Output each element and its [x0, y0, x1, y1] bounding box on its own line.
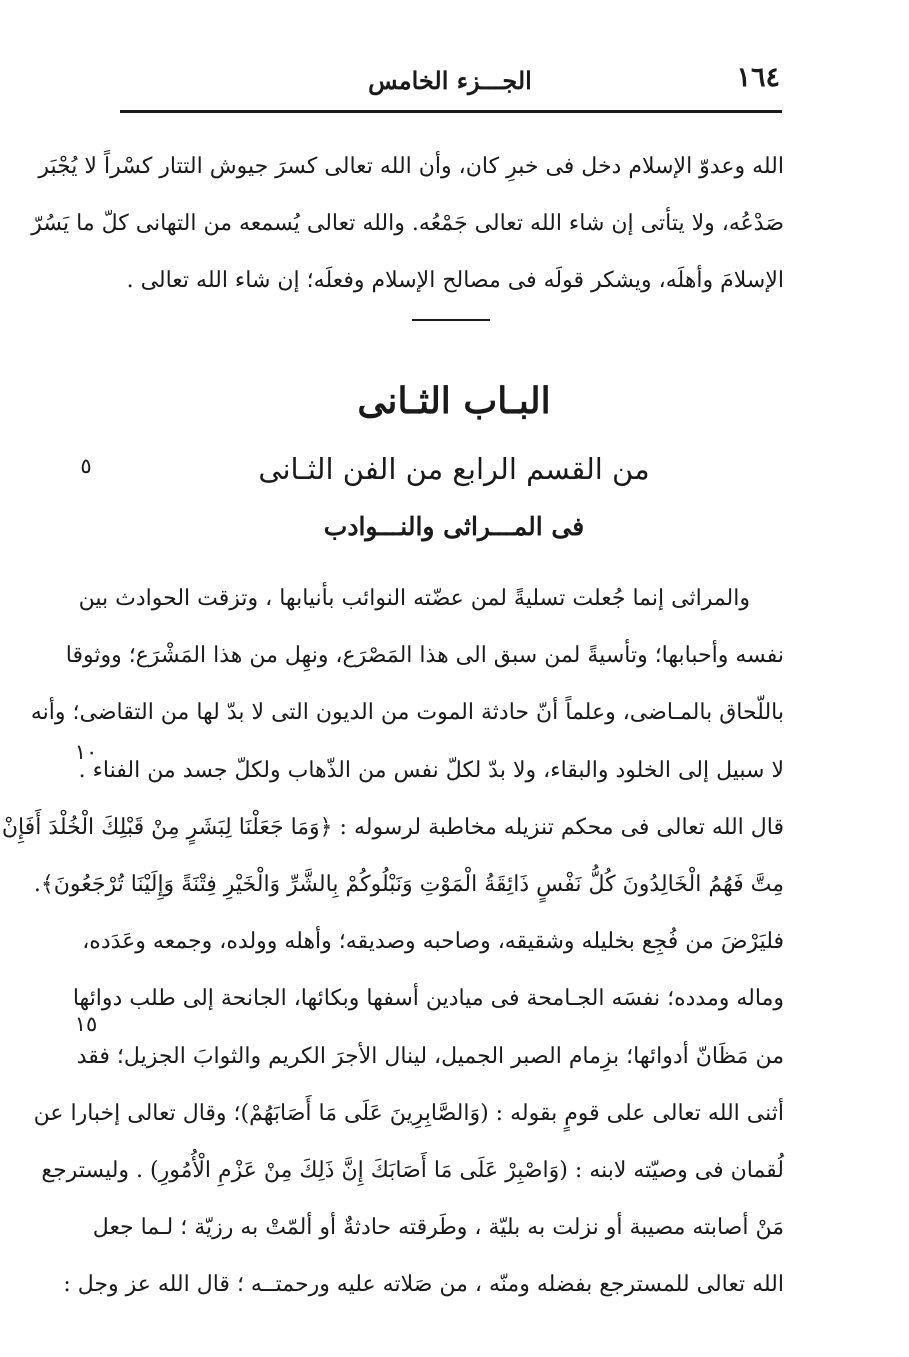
text-line: الله تعالى للمسترجع بفضله ومنّه ، من صَلاته عليه ورحمتــه ؛ قال الله عز وجل :	[63, 1272, 784, 1298]
text-line: صَدْعُه، ولا يتأتى إن شاء الله تعالى جَمْعُه. والله تعالى يُسمعه من التهانى كلّ ما يَسُرّ	[31, 211, 784, 237]
text-line: لُقمان فى وصيّته لابنه : (وَاصْبِرْ عَلَى مَا أَصَابَكَ إِنَّ ذَلِكَ مِنْ عَزْمِ الْأُمُورِ) . وليسترجع	[41, 1157, 784, 1183]
subject-heading: فى المـــراثى والنـــوادب	[323, 512, 585, 541]
text-line: أثنى الله تعالى على قومٍ بقوله : (وَالصَّابِرِينَ عَلَى مَا أَصَابَهُمْ)؛ وقال تعالى إخبارا عن	[33, 1100, 784, 1126]
text-line: قال الله تعالى فى محكم تنزيله مخاطبة لرسوله : ﴿وَمَا جَعَلْنَا لِبَشَرٍ مِنْ قَبْلِكَ الْخُلْدَ أَفَإِنْ	[1, 814, 784, 840]
text-line: مَنْ أصابته مصيبة أو نزلت به بليّة ، وطَرقته حادثةٌ أو ألمّتْ به رزيّة ؛ لـما جعل	[92, 1215, 784, 1241]
text-line: وماله ومدده؛ نفسَه الجـامحة فى ميادين أسفها وبكائها، الجانحة إلى طلب دوائها	[72, 986, 784, 1012]
running-title: الجـــزء الخامس	[368, 66, 532, 95]
running-head	[120, 58, 780, 106]
text-line: فليَرْضَ من فُجِع بخليله وشقيقه، وصاحبه وصديقه؛ وأهله وولده، وجمعه وعَدَده،	[82, 929, 784, 955]
text-line: باللّحاق بالمـاضى، وعلماً أنّ حادثة الموت من الديون التى لا بدّ لها من التقاضى؛ وأنه	[30, 700, 784, 726]
header-rule	[120, 110, 782, 113]
text-line: والمراثى إنما جُعلت تسليةً لمن عضّته النوائب بأنيابها ، وتزقت الحوادث بين	[78, 586, 750, 611]
line-number-15: ١٥	[74, 1012, 98, 1036]
line-number-10: ١٠	[74, 740, 98, 764]
chapter-heading: البـاب الثـانى	[357, 380, 551, 422]
page-number: ١٦٤	[736, 62, 780, 93]
text-line: مِتَّ فَهُمُ الْخَالِدُونَ كُلُّ نَفْسٍ ذَائِقَةُ الْمَوْتِ وَنَبْلُوكُمْ بِالشَّرِّ وَالْخَيْرِ فِتْنَةً وَإِلَيْنَا تُرْجَعُونَ﴾.	[33, 871, 784, 897]
part-heading: من القسم الرابع من الفن الثـانى	[258, 452, 650, 486]
line-number-5: ٥	[80, 454, 92, 478]
text-line: لا سبيل إلى الخلود والبقاء، ولا بدّ لكلّ نفس من الذّهاب ولكلّ جسد من الفناء .	[78, 757, 784, 783]
text-line: نفسه وأحبابها؛ وتأسيةً لمن سبق الى هذا المَصْرَع، ونهِل من هذا المَشْرَع؛ ووثوقا	[65, 643, 784, 669]
section-divider	[412, 319, 490, 321]
closing-paragraph	[31, 138, 784, 310]
text-line: من مَظَانّ أدوائها؛ بزِمام الصبر الجميل، لينال الأجرَ الكريم والثوابَ الجزيل؛ فقد	[76, 1043, 784, 1069]
text-line: الإسلامَ وأهلَه، ويشكر قولَه فى مصالح الإسلام وفعلَه؛ إن شاء الله تعالى .	[126, 268, 784, 294]
text-line: الله وعدوّ الإسلام دخل فى خبرِ كان، وأن الله تعالى كسرَ جيوش التتار كسْراً لا يُجْبَر	[38, 154, 784, 179]
